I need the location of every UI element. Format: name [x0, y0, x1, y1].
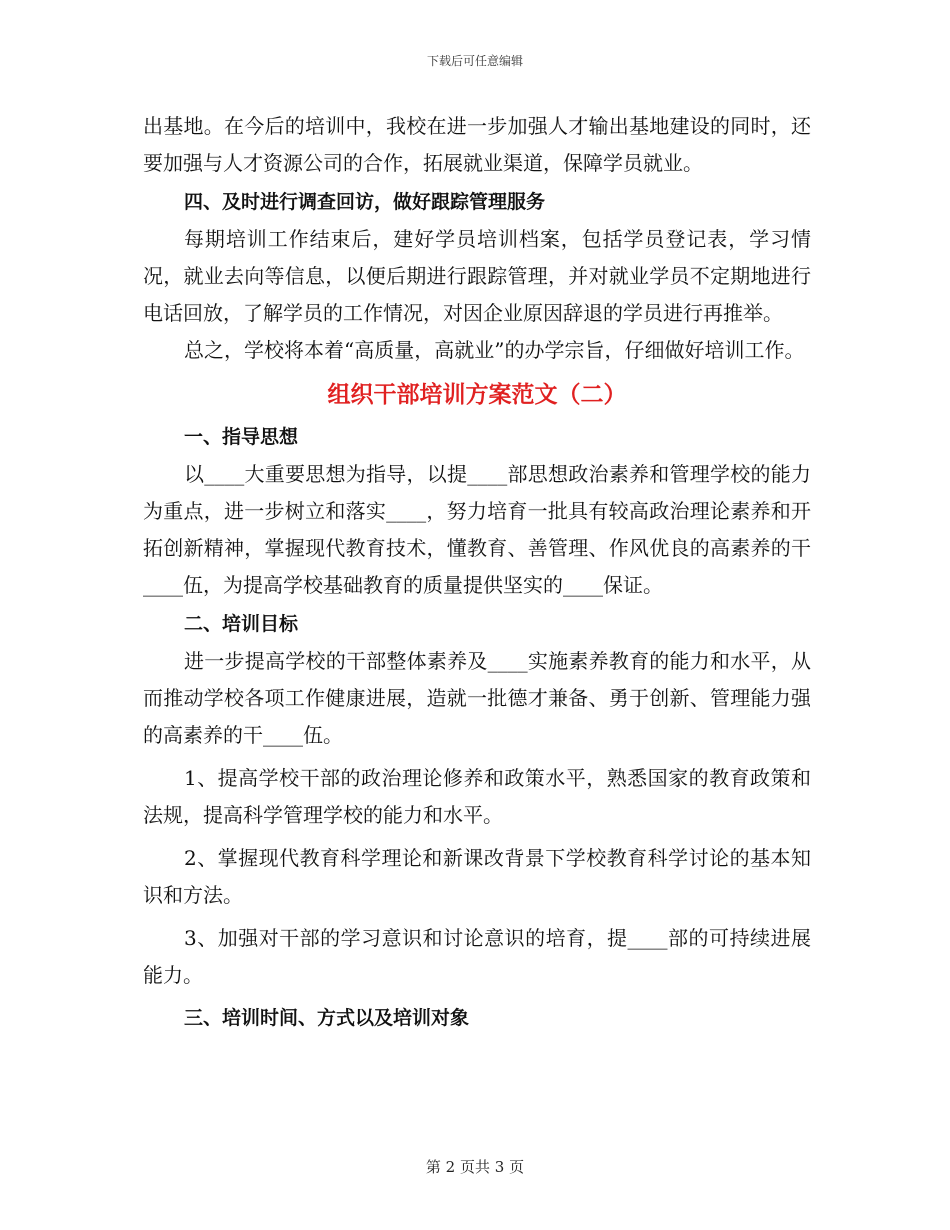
document-title: 组织干部培训方案范文（二） — [327, 382, 627, 408]
paragraph-follow-up: 每期培训工作结束后，建好学员培训档案，包括学员登记表，学习情况，就业去向等信息，以便后期进行跟踪管理，并对就业学员不定期地进行电话回放，了解学员的工作情况，对因企业原因辞退的学员进行再推举。 — [143, 227, 811, 325]
paragraph-training-goal: 进一步提高学校的干部整体素养及____实施素养教育的能力和水平，从而推动学校各项工作健康进展，造就一批德才兼备、勇于创新、管理能力强的高素养的干____伍。 — [143, 649, 811, 747]
list-item-goal-1: 1、提高学校干部的政治理论修养和政策水平，熟悉国家的教育政策和法规，提高科学管理学校的能力和水平。 — [143, 766, 811, 827]
list-item-goal-3: 3、加强对干部的学习意识和讨论意识的培育，提____部的可持续进展能力。 — [143, 926, 811, 987]
paragraph-base-continuation: 出基地。在今后的培训中，我校在进一步加强人才输出基地建设的同时，还要加强与人才资源公司的合作，拓展就业渠道，保障学员就业。 — [143, 114, 811, 175]
paragraph-summary: 总之，学校将本着“高质量，高就业”的办学宗旨，仔细做好培训工作。 — [184, 338, 805, 362]
paragraph-guiding-ideology: 以____大重要思想为指导，以提____部思想政治素养和管理学校的能力为重点，进一步树立和落实____，努力培育一批具有较高政治理论素养和开拓创新精神，掌握现代教育技术，懂教育、善管理、作风优良的高素养的干____伍，为提高学校基础教育的质量提供坚实的____保证。 — [143, 462, 811, 597]
page-footer: 第 2 页共 3 页 — [425, 1158, 525, 1176]
section-heading-2: 二、培训目标 — [184, 613, 299, 635]
section-heading-3: 三、培训时间、方式以及培训对象 — [184, 1007, 470, 1029]
document-body — [143, 108, 811, 1037]
page-header: 下载后可任意编辑 — [426, 54, 523, 68]
list-item-goal-2: 2、掌握现代教育科学理论和新课改背景下学校教育科学讨论的基本知识和方法。 — [143, 846, 811, 907]
section-heading-4: 四、及时进行调查回访，做好跟踪管理服务 — [184, 191, 546, 213]
section-heading-1: 一、指导思想 — [184, 426, 299, 448]
